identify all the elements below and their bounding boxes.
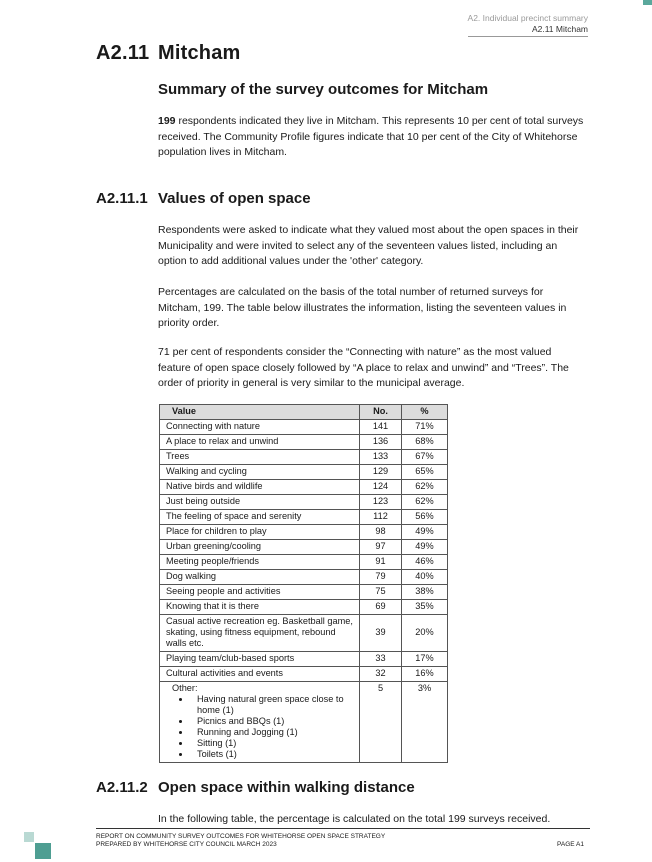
count-cell: 136: [360, 435, 402, 450]
table-row: [160, 450, 448, 465]
column-header-number: No.: [360, 405, 402, 420]
values-section-title: Values of open space: [158, 190, 311, 207]
count-cell: 79: [360, 570, 402, 585]
percent-cell: 38%: [402, 585, 448, 600]
summary-heading: Summary of the survey outcomes for Mitcham: [158, 81, 489, 98]
section-number: A2.11: [96, 42, 150, 64]
table-row: [160, 465, 448, 480]
value-cell: Just being outside: [160, 495, 360, 510]
percent-cell: 65%: [402, 465, 448, 480]
count-cell: 39: [360, 615, 402, 652]
value-cell: Place for children to play: [160, 525, 360, 540]
percent-cell: 56%: [402, 510, 448, 525]
table-row: [160, 435, 448, 450]
count-cell: 133: [360, 450, 402, 465]
table-row-other: [160, 682, 448, 763]
column-header-percent: %: [402, 405, 448, 420]
table-row: [160, 667, 448, 682]
council-logo: [24, 832, 54, 862]
count-cell: 91: [360, 555, 402, 570]
value-cell: Trees: [160, 450, 360, 465]
walking-paragraph: In the following table, the percentage is calculated on the total 199 surveys received.: [158, 813, 551, 825]
other-item: • Picnics and BBQs (1): [191, 716, 353, 727]
table-row: [160, 585, 448, 600]
section-title: Mitcham: [158, 42, 241, 64]
count-cell: 124: [360, 480, 402, 495]
footer-report-title: REPORT ON COMMUNITY SURVEY OUTCOMES FOR WHITEHORSE OPEN SPACE STRATEGY: [96, 833, 386, 840]
value-cell: The feeling of space and serenity: [160, 510, 360, 525]
walking-section-number: A2.11.2: [96, 779, 148, 796]
page-title: [96, 42, 241, 65]
percent-cell: 35%: [402, 600, 448, 615]
percent-cell: 67%: [402, 450, 448, 465]
value-cell: Cultural activities and events: [160, 667, 360, 682]
table-row: [160, 525, 448, 540]
count-cell: 123: [360, 495, 402, 510]
percent-cell: 68%: [402, 435, 448, 450]
other-percent: 3%: [402, 682, 448, 763]
table-row: [160, 652, 448, 667]
count-cell: 112: [360, 510, 402, 525]
other-count: 5: [360, 682, 402, 763]
summary-text: respondents indicated they live in Mitcham. This represents 10 per cent of total surveys received. The Community Profile figures indicate that 10 per cent of the City of Whitehorse population lives in Mitcham.: [158, 115, 584, 158]
count-cell: 98: [360, 525, 402, 540]
value-cell: Dog walking: [160, 570, 360, 585]
table-row: [160, 540, 448, 555]
count-cell: 75: [360, 585, 402, 600]
footer-text: [96, 833, 385, 849]
percent-cell: 49%: [402, 525, 448, 540]
table-row: [160, 510, 448, 525]
table-row: [160, 570, 448, 585]
value-cell: Native birds and wildlife: [160, 480, 360, 495]
page-number: PAGE A1: [557, 841, 584, 848]
value-cell: Casual active recreation eg. Basketball game, skating, using fitness equipment, rebound walls etc.: [160, 615, 360, 652]
running-header: [468, 13, 588, 37]
value-cell: Walking and cycling: [160, 465, 360, 480]
count-cell: 129: [360, 465, 402, 480]
other-item: • Having natural green space close to home (1): [191, 694, 353, 716]
column-header-value: Value: [160, 405, 360, 420]
percent-cell: 71%: [402, 420, 448, 435]
count-cell: 32: [360, 667, 402, 682]
table-row: [160, 600, 448, 615]
other-label: Other:: [172, 683, 198, 693]
table-row: [160, 420, 448, 435]
footer-divider: [96, 828, 590, 829]
percent-cell: 62%: [402, 480, 448, 495]
other-item: • Running and Jogging (1): [191, 727, 353, 738]
count-cell: 33: [360, 652, 402, 667]
percent-cell: 17%: [402, 652, 448, 667]
values-section-number: A2.11.1: [96, 190, 148, 207]
other-items-list: [166, 694, 353, 760]
value-cell: Seeing people and activities: [160, 585, 360, 600]
header-section: A2.11 Mitcham: [468, 24, 588, 37]
percent-cell: 20%: [402, 615, 448, 652]
values-paragraph-3: 71 per cent of respondents consider the “Connecting with nature” as the most valued feature of open space closely followed by “A place to relax and unwind” and “Trees”. The order of priority in general is very similar to the municipal average.: [158, 346, 569, 389]
table-row: [160, 495, 448, 510]
other-item: • Toilets (1): [191, 749, 353, 760]
table-row: [160, 480, 448, 495]
percent-cell: 62%: [402, 495, 448, 510]
values-paragraph-2: Percentages are calculated on the basis of the total number of returned surveys for Mitcham, 199. The table below illustrates the information, listing the seventeen values in priority order.: [158, 286, 567, 329]
header-chapter: A2. Individual precinct summary: [467, 13, 588, 23]
value-cell: Knowing that it is there: [160, 600, 360, 615]
percent-cell: 40%: [402, 570, 448, 585]
percent-cell: 16%: [402, 667, 448, 682]
value-cell: Urban greening/cooling: [160, 540, 360, 555]
table-header-row: [160, 405, 448, 420]
summary-paragraph: [158, 114, 586, 161]
values-heading: [96, 190, 311, 207]
respondent-count: 199: [158, 115, 176, 127]
value-cell: Meeting people/friends: [160, 555, 360, 570]
logo-square-light: [24, 832, 34, 842]
count-cell: 141: [360, 420, 402, 435]
values-paragraph-1: Respondents were asked to indicate what they valued most about the open spaces in their Municipality and were invited to select any of the seventeen values listed, including an option to add additional values under the 'other' category.: [158, 224, 579, 267]
other-item: • Sitting (1): [191, 738, 353, 749]
percent-cell: 49%: [402, 540, 448, 555]
value-cell: Playing team/club-based sports: [160, 652, 360, 667]
walking-heading: [96, 779, 415, 796]
footer-prepared-by: PREPARED BY WHITEHORSE CITY COUNCIL MARCH 2023: [96, 841, 277, 848]
walking-section-title: Open space within walking distance: [158, 779, 415, 796]
percent-cell: 46%: [402, 555, 448, 570]
values-table: [159, 404, 448, 763]
value-cell: A place to relax and unwind: [160, 435, 360, 450]
count-cell: 69: [360, 600, 402, 615]
table-row: [160, 615, 448, 652]
table-row: [160, 555, 448, 570]
logo-square-dark: [35, 843, 51, 859]
count-cell: 97: [360, 540, 402, 555]
corner-accent: [643, 0, 652, 5]
other-cell: [160, 682, 360, 763]
value-cell: Connecting with nature: [160, 420, 360, 435]
